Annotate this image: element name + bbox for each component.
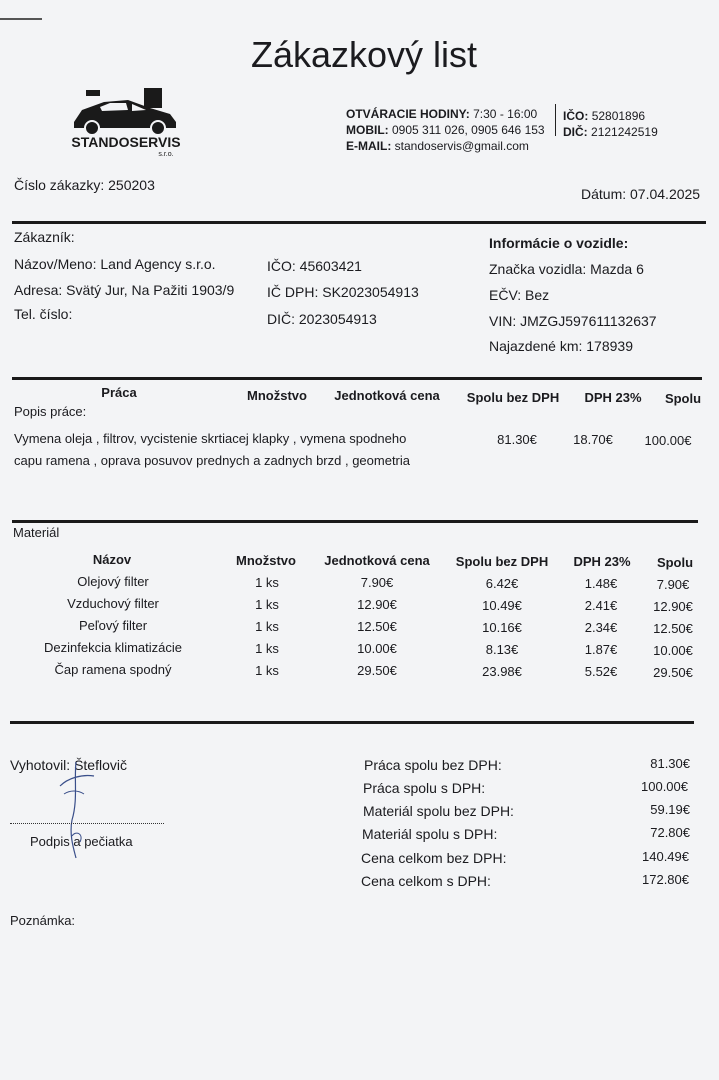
material-total: 10.00€ bbox=[653, 643, 693, 658]
work-total: 100.00€ bbox=[644, 433, 692, 448]
material-vat: 1.87€ bbox=[584, 642, 618, 657]
work-header-work: Práca bbox=[101, 385, 137, 400]
divider-3 bbox=[12, 520, 698, 523]
work-desc-label: Popis práce: bbox=[14, 404, 87, 419]
company-ico-value: 52801896 bbox=[591, 109, 646, 123]
material-qty: 1 ks bbox=[255, 575, 279, 590]
work-desc-line2: capu ramena , oprava posuvov prednych a zadnych brzd , geometria bbox=[14, 453, 411, 468]
material-name: Čap ramena spodný bbox=[54, 662, 172, 677]
material-header-total: Spolu bbox=[656, 555, 694, 570]
material-qty: 1 ks bbox=[255, 619, 279, 634]
summary-label: Cena celkom s DPH: bbox=[361, 873, 491, 889]
material-unit: 12.50€ bbox=[357, 619, 397, 634]
material-vat: 2.34€ bbox=[584, 620, 618, 635]
material-unit: 12.90€ bbox=[357, 597, 397, 612]
material-net: 6.42€ bbox=[485, 576, 519, 591]
work-header-unit: Jednotková cena bbox=[334, 388, 440, 403]
material-header-unit: Jednotková cena bbox=[324, 553, 430, 568]
vehicle-vin: VIN: JMZGJ597611132637 bbox=[489, 313, 657, 329]
vehicle-brand: Značka vozidla: Mazda 6 bbox=[489, 261, 644, 277]
logo-text: STANDOSERVIS bbox=[71, 134, 181, 150]
material-vat: 1.48€ bbox=[584, 576, 618, 591]
summary-value: 172.80€ bbox=[642, 872, 689, 887]
customer-heading: Zákazník: bbox=[14, 229, 75, 245]
summary-label: Materiál spolu s DPH: bbox=[362, 826, 498, 842]
work-net: 81.30€ bbox=[497, 432, 537, 447]
car-logo-icon bbox=[70, 86, 182, 156]
material-total: 12.90€ bbox=[653, 599, 693, 614]
work-header-net: Spolu bez DPH bbox=[466, 390, 560, 405]
summary-value: 59.19€ bbox=[650, 802, 690, 817]
material-name: Vzduchový filter bbox=[67, 596, 159, 611]
material-name: Olejový filter bbox=[77, 574, 149, 589]
material-header-qty: Množstvo bbox=[236, 553, 296, 568]
material-net: 8.13€ bbox=[485, 642, 519, 657]
mobile-label: MOBIL: bbox=[346, 123, 389, 137]
order-number: Číslo zákazky: 250203 bbox=[14, 177, 155, 193]
material-unit: 7.90€ bbox=[360, 575, 394, 590]
summary-label: Materiál spolu bez DPH: bbox=[363, 803, 514, 819]
summary-value: 100.00€ bbox=[641, 779, 688, 794]
work-header-total: Spolu bbox=[664, 391, 702, 406]
material-unit: 29.50€ bbox=[357, 663, 397, 678]
work-header-vat: DPH 23% bbox=[584, 390, 642, 405]
material-qty: 1 ks bbox=[255, 641, 279, 656]
material-qty: 1 ks bbox=[255, 663, 279, 678]
mobile-info bbox=[346, 123, 545, 137]
signature-label: Podpis a pečiatka bbox=[30, 834, 133, 849]
company-dic-label: DIČ: bbox=[563, 125, 588, 139]
document-title: Zákazkový list bbox=[250, 34, 478, 75]
header-divider bbox=[555, 104, 556, 136]
email-value: standoservis@gmail.com bbox=[394, 139, 529, 153]
company-ico-label: IČO: bbox=[563, 109, 589, 123]
summary-value: 81.30€ bbox=[650, 756, 690, 771]
signature-line bbox=[10, 823, 164, 824]
work-desc-line1: Vymena oleja , filtrov, vycistenie skrtiacej klapky , vymena spodneho bbox=[14, 431, 407, 446]
customer-phone: Tel. číslo: bbox=[14, 306, 73, 322]
note-label: Poznámka: bbox=[10, 913, 76, 928]
email-info bbox=[346, 139, 529, 153]
material-net: 23.98€ bbox=[482, 664, 522, 679]
summary-value: 72.80€ bbox=[650, 825, 690, 840]
material-qty: 1 ks bbox=[255, 597, 279, 612]
material-name: Dezinfekcia klimatizácie bbox=[44, 640, 182, 655]
order-date: Dátum: 07.04.2025 bbox=[581, 186, 701, 202]
work-vat: 18.70€ bbox=[573, 432, 613, 447]
company-ico bbox=[563, 109, 645, 123]
customer-dic: DIČ: 2023054913 bbox=[267, 311, 377, 327]
customer-address: Adresa: Svätý Jur, Na Pažiti 1903/9 bbox=[14, 282, 235, 298]
summary-value: 140.49€ bbox=[642, 849, 689, 864]
material-vat: 5.52€ bbox=[584, 664, 618, 679]
material-header-name: Názov bbox=[92, 552, 132, 567]
customer-ico: IČO: 45603421 bbox=[267, 258, 362, 274]
hours-label: OTVÁRACIE HODINY: bbox=[346, 107, 470, 121]
material-total: 12.50€ bbox=[653, 621, 693, 636]
material-net: 10.16€ bbox=[482, 620, 522, 635]
customer-name: Názov/Meno: Land Agency s.r.o. bbox=[14, 256, 216, 272]
material-vat: 2.41€ bbox=[584, 598, 618, 613]
work-header-qty: Množstvo bbox=[247, 388, 307, 403]
summary-label: Práca spolu s DPH: bbox=[363, 780, 486, 796]
summary-label: Práca spolu bez DPH: bbox=[364, 757, 502, 773]
divider-2 bbox=[12, 377, 702, 380]
material-heading: Materiál bbox=[13, 525, 60, 540]
material-header-vat: DPH 23% bbox=[573, 554, 631, 569]
material-total: 29.50€ bbox=[653, 665, 693, 680]
top-edge-mark bbox=[0, 18, 42, 20]
summary-label: Cena celkom bez DPH: bbox=[361, 850, 507, 866]
company-dic-value: 2121242519 bbox=[591, 125, 658, 139]
company-dic bbox=[563, 125, 658, 139]
divider-1 bbox=[12, 221, 706, 224]
divider-4 bbox=[10, 721, 694, 724]
material-unit: 10.00€ bbox=[357, 641, 397, 656]
mobile-value: 0905 311 026, 0905 646 153 bbox=[392, 123, 545, 137]
hours-value: 7:30 - 16:00 bbox=[473, 107, 538, 121]
material-name: Peľový filter bbox=[78, 618, 148, 633]
vehicle-ecv: EČV: Bez bbox=[489, 287, 550, 303]
material-total: 7.90€ bbox=[656, 577, 690, 592]
prepared-by: Vyhotovil: Šteflovič bbox=[10, 757, 127, 773]
opening-hours bbox=[346, 107, 537, 121]
material-net: 10.49€ bbox=[482, 598, 522, 613]
email-label: E-MAIL: bbox=[346, 139, 392, 153]
customer-ic-dph: IČ DPH: SK2023054913 bbox=[267, 284, 419, 300]
vehicle-km: Najazdené km: 178939 bbox=[489, 338, 633, 354]
material-header-net: Spolu bez DPH bbox=[455, 554, 549, 569]
logo-subtext: s.r.o. bbox=[158, 151, 174, 156]
vehicle-heading: Informácie o vozidle: bbox=[489, 235, 629, 251]
